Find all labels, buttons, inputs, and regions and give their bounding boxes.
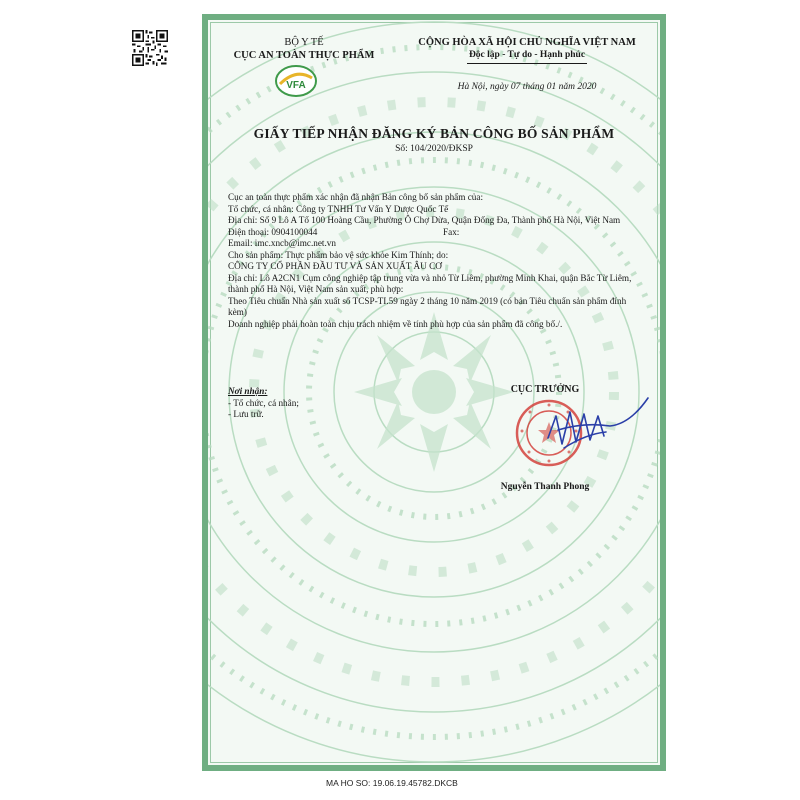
- standard-line: Theo Tiêu chuẩn Nhà sản xuất số TCSP-TI.59 ngày 2 tháng 10 năm 2019 (có bản Tiêu chuẩn sản phẩm đính kèm): [228, 295, 627, 317]
- national-header: [394, 36, 660, 64]
- signer-name: Nguyễn Thanh Phong: [500, 482, 590, 492]
- logo-text: VFA: [286, 80, 306, 91]
- recipients-block: [228, 386, 408, 421]
- agency-name: CỤC AN TOÀN THỰC PHẨM: [233, 50, 375, 61]
- dateline: Hà Nội, ngày 07 tháng 01 năm 2020: [457, 82, 597, 92]
- nation-name: CỘNG HÒA XÃ HỘI CHỦ NGHĨA VIỆT NAM: [418, 37, 636, 48]
- applicant-line: Tổ chức, cá nhân: Công ty TNHH Tư Vấn Y Dược Quốc Tế: [228, 203, 449, 214]
- vfa-logo-icon: [274, 64, 318, 98]
- document-number: Số: 104/2020/ĐKSP: [395, 144, 473, 154]
- responsibility-line: Doanh nghiệp phải hoàn toàn chịu trách nhiệm về tính phù hợp của sản phẩm đã công bố./.: [228, 318, 563, 329]
- product-line: Cho sản phẩm: Thực phẩm bảo vệ sức khỏe Kim Thính; do:: [228, 249, 449, 260]
- signer-title: CỤC TRƯỞNG: [510, 384, 580, 395]
- recipient-item: - Lưu trữ.: [228, 409, 264, 419]
- manufacturer-address: Địa chỉ: Lô A2CN1 Cụm công nghiệp tập trung vừa và nhỏ Từ Liêm, phường Minh Khai, quận Bắc Từ Liêm, thành phố Hà Nội, Việt Nam sản xuất, phù hợp:: [228, 272, 632, 294]
- qr-code-icon: [132, 30, 168, 66]
- contact-row: [228, 227, 644, 239]
- motto-underline: [467, 63, 587, 64]
- recipients-label: Nơi nhận:: [228, 386, 268, 396]
- recipient-item: - Tổ chức, cá nhân;: [228, 397, 299, 408]
- fax-line: Fax:: [443, 226, 460, 237]
- email-line: Email: imc.xncb@imc.net.vn: [228, 238, 336, 248]
- ministry-name: BỘ Y TẾ: [284, 37, 324, 48]
- certificate-frame: [202, 14, 666, 771]
- intro-line: Cục an toàn thực phẩm xác nhận đã nhận Bản công bố sản phẩm của:: [228, 192, 484, 202]
- certificate-body: [228, 192, 644, 330]
- national-motto: Độc lập - Tự do - Hạnh phúc: [468, 50, 586, 60]
- manufacturer-name: CÔNG TY CỔ PHẦN ĐẦU TƯ VÀ SẢN XUẤT ÂU CƠ: [228, 261, 442, 271]
- handwritten-signature: [544, 386, 654, 466]
- issuing-authority: [214, 36, 394, 62]
- applicant-address: Địa chỉ: Số 9 Lô A Tổ 100 Hoàng Cầu, Phường Ô Chợ Dừa, Quận Đống Đa, Thành phố Hà Nội, Việt Nam: [228, 215, 621, 225]
- certificate-content: [208, 20, 660, 765]
- phone-line: Điện thoại: 0904100044: [228, 226, 318, 237]
- record-code: MA HO SO: 19.06.19.45782.DKCB: [326, 778, 458, 788]
- document-title: GIẤY TIẾP NHẬN ĐĂNG KÝ BẢN CÔNG BỐ SẢN PHẨM: [253, 126, 615, 141]
